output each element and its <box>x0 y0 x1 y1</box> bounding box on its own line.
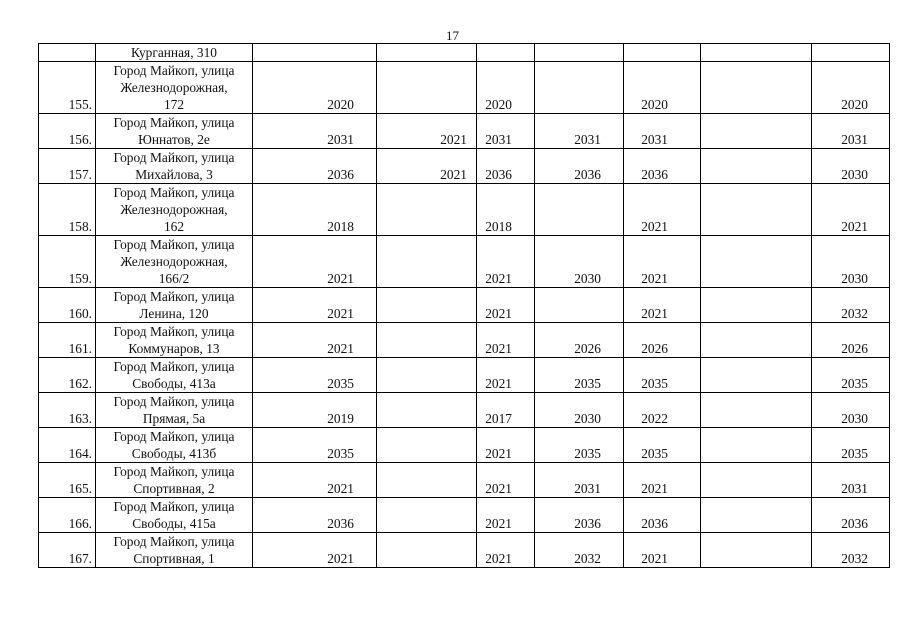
address-cell <box>96 533 253 568</box>
year-cell: 2031 <box>535 114 624 149</box>
year-cell: 2030 <box>535 236 624 288</box>
address-line: Город Майкоп, улица <box>113 499 235 514</box>
year-cell: 2021 <box>377 114 477 149</box>
value-cell <box>253 44 377 62</box>
year-cell: 2036 <box>535 149 624 184</box>
year-cell: 2031 <box>624 114 701 149</box>
row-number-cell: 166. <box>39 498 96 533</box>
address-cell <box>96 463 253 498</box>
address-cell <box>96 114 253 149</box>
year-cell: 2036 <box>812 498 890 533</box>
year-cell: 2036 <box>253 149 377 184</box>
year-cell: 2036 <box>624 149 701 184</box>
year-cell <box>701 498 812 533</box>
address-cell: Курганная, 310 <box>96 44 253 62</box>
year-cell: 2035 <box>624 358 701 393</box>
year-cell: 2032 <box>812 288 890 323</box>
year-cell: 2021 <box>253 236 377 288</box>
year-cell: 2035 <box>253 358 377 393</box>
row-number-cell: 160. <box>39 288 96 323</box>
table-row <box>39 114 890 149</box>
address-line: Железнодорожная, <box>120 254 228 269</box>
address-cell <box>96 149 253 184</box>
address-line: Свободы, 415а <box>132 516 216 531</box>
address-cell <box>96 498 253 533</box>
address-line: Свободы, 413а <box>132 376 216 391</box>
table-row <box>39 358 890 393</box>
address-cell <box>96 288 253 323</box>
year-cell: 2030 <box>535 393 624 428</box>
row-number-cell: 162. <box>39 358 96 393</box>
year-cell: 2021 <box>812 184 890 236</box>
year-cell: 2031 <box>535 463 624 498</box>
year-cell <box>701 428 812 463</box>
year-cell: 2021 <box>624 236 701 288</box>
row-number-cell: 155. <box>39 62 96 114</box>
address-line: Юннатов, 2е <box>138 132 210 147</box>
year-cell: 2021 <box>253 288 377 323</box>
year-cell: 2020 <box>624 62 701 114</box>
table-row-continuation <box>39 44 890 62</box>
year-cell: 2018 <box>253 184 377 236</box>
table-row <box>39 323 890 358</box>
year-cell: 2021 <box>377 149 477 184</box>
year-cell <box>701 114 812 149</box>
table-row <box>39 463 890 498</box>
year-cell: 2026 <box>812 323 890 358</box>
table-row <box>39 393 890 428</box>
year-cell: 2020 <box>812 62 890 114</box>
address-line: Ленина, 120 <box>139 306 209 321</box>
address-cell <box>96 358 253 393</box>
row-number-cell <box>39 44 96 62</box>
year-cell <box>701 184 812 236</box>
row-number-cell: 164. <box>39 428 96 463</box>
year-cell <box>535 62 624 114</box>
year-cell <box>701 149 812 184</box>
address-line: Коммунаров, 13 <box>128 341 220 356</box>
year-cell: 2021 <box>624 184 701 236</box>
year-cell: 2018 <box>477 184 535 236</box>
year-cell: 2021 <box>253 533 377 568</box>
address-line: Спортивная, 1 <box>133 551 215 566</box>
year-cell: 2020 <box>253 62 377 114</box>
year-cell: 2035 <box>812 428 890 463</box>
year-cell: 2021 <box>624 463 701 498</box>
year-cell <box>377 393 477 428</box>
year-cell: 2036 <box>477 149 535 184</box>
value-cell <box>535 44 624 62</box>
year-cell <box>701 62 812 114</box>
year-cell: 2019 <box>253 393 377 428</box>
table-body <box>39 44 890 568</box>
year-cell <box>377 184 477 236</box>
year-cell: 2031 <box>477 114 535 149</box>
year-cell: 2022 <box>624 393 701 428</box>
address-cell <box>96 184 253 236</box>
address-line: 172 <box>163 97 185 112</box>
value-cell <box>624 44 701 62</box>
address-line: Город Майкоп, улица <box>113 394 235 409</box>
year-cell <box>377 323 477 358</box>
address-cell <box>96 428 253 463</box>
page-number: 17 <box>446 28 459 43</box>
year-cell <box>701 323 812 358</box>
year-cell: 2021 <box>477 236 535 288</box>
year-cell: 2032 <box>812 533 890 568</box>
address-line: Железнодорожная, <box>120 202 228 217</box>
year-cell: 2030 <box>812 236 890 288</box>
address-line: Город Майкоп, улица <box>113 534 235 549</box>
year-cell: 2031 <box>253 114 377 149</box>
address-line: Михайлова, 3 <box>135 167 213 182</box>
year-cell: 2036 <box>535 498 624 533</box>
row-number-cell: 161. <box>39 323 96 358</box>
year-cell: 2032 <box>535 533 624 568</box>
table-row <box>39 62 890 114</box>
year-cell <box>377 62 477 114</box>
year-cell <box>377 428 477 463</box>
year-cell <box>535 288 624 323</box>
row-number-cell: 157. <box>39 149 96 184</box>
address-line: Город Майкоп, улица <box>113 185 235 200</box>
value-cell <box>377 44 477 62</box>
year-cell: 2035 <box>624 428 701 463</box>
year-cell: 2026 <box>535 323 624 358</box>
year-cell <box>377 533 477 568</box>
address-line: Город Майкоп, улица <box>113 429 235 444</box>
year-cell <box>377 288 477 323</box>
year-cell: 2021 <box>624 533 701 568</box>
year-cell: 2035 <box>535 428 624 463</box>
table-row <box>39 533 890 568</box>
value-cell <box>701 44 812 62</box>
year-cell <box>701 463 812 498</box>
year-cell: 2021 <box>253 463 377 498</box>
address-line: Город Майкоп, улица <box>113 115 235 130</box>
address-line: Железнодорожная, <box>120 80 228 95</box>
address-line: 166/2 <box>158 271 190 286</box>
year-cell: 2021 <box>477 533 535 568</box>
address-line: 162 <box>163 219 185 234</box>
year-cell <box>701 533 812 568</box>
table-row <box>39 498 890 533</box>
year-cell: 2021 <box>477 288 535 323</box>
year-cell: 2036 <box>624 498 701 533</box>
row-number-cell: 167. <box>39 533 96 568</box>
year-cell: 2020 <box>477 62 535 114</box>
repair-schedule-table <box>38 43 890 568</box>
address-line: Прямая, 5а <box>142 411 206 426</box>
address-line: Город Майкоп, улица <box>113 464 235 479</box>
year-cell: 2030 <box>812 393 890 428</box>
year-cell: 2021 <box>624 288 701 323</box>
year-cell <box>701 288 812 323</box>
year-cell: 2035 <box>812 358 890 393</box>
address-line: Город Майкоп, улица <box>113 359 235 374</box>
address-line: Спортивная, 2 <box>133 481 215 496</box>
address-line: Город Майкоп, улица <box>113 289 235 304</box>
year-cell: 2021 <box>477 428 535 463</box>
year-cell: 2026 <box>624 323 701 358</box>
year-cell: 2021 <box>253 323 377 358</box>
address-cell <box>96 323 253 358</box>
year-cell <box>377 498 477 533</box>
year-cell <box>377 358 477 393</box>
year-cell: 2035 <box>253 428 377 463</box>
year-cell: 2036 <box>253 498 377 533</box>
address-line: Город Майкоп, улица <box>113 63 235 78</box>
row-number-cell: 156. <box>39 114 96 149</box>
year-cell: 2021 <box>477 323 535 358</box>
table-row <box>39 184 890 236</box>
year-cell <box>701 358 812 393</box>
year-cell <box>701 393 812 428</box>
address-line: Город Майкоп, улица <box>113 324 235 339</box>
row-number-cell: 165. <box>39 463 96 498</box>
value-cell <box>477 44 535 62</box>
address-cell <box>96 62 253 114</box>
table-row <box>39 428 890 463</box>
year-cell: 2031 <box>812 463 890 498</box>
value-cell <box>812 44 890 62</box>
table-row <box>39 236 890 288</box>
table-row <box>39 149 890 184</box>
year-cell <box>377 463 477 498</box>
year-cell: 2021 <box>477 463 535 498</box>
year-cell: 2021 <box>477 498 535 533</box>
year-cell <box>377 236 477 288</box>
year-cell: 2021 <box>477 358 535 393</box>
row-number-cell: 159. <box>39 236 96 288</box>
year-cell <box>535 184 624 236</box>
address-line: Свободы, 413б <box>131 446 217 461</box>
year-cell: 2017 <box>477 393 535 428</box>
table-row <box>39 288 890 323</box>
year-cell: 2035 <box>535 358 624 393</box>
address-cell <box>96 236 253 288</box>
year-cell <box>701 236 812 288</box>
year-cell: 2030 <box>812 149 890 184</box>
address-line: Город Майкоп, улица <box>113 237 235 252</box>
row-number-cell: 158. <box>39 184 96 236</box>
year-cell: 2031 <box>812 114 890 149</box>
row-number-cell: 163. <box>39 393 96 428</box>
address-cell <box>96 393 253 428</box>
address-line: Город Майкоп, улица <box>113 150 235 165</box>
